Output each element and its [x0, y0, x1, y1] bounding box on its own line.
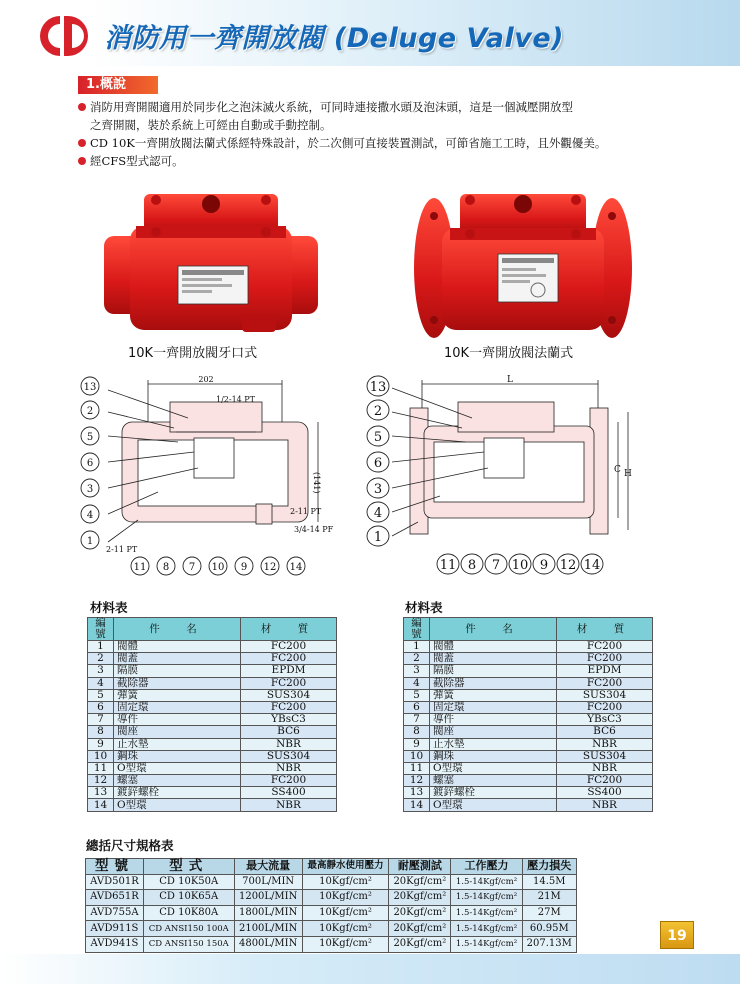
col-header: 編號	[88, 618, 114, 641]
flanged-valve-caption: 10K一齊開放閥法蘭式	[444, 346, 574, 361]
bullet-dot-icon	[78, 103, 86, 111]
col-header: 材 質	[241, 618, 337, 641]
part-number: 2	[404, 653, 430, 665]
table-header-row	[404, 618, 653, 641]
callout-label: 4	[373, 506, 383, 521]
table-row	[404, 714, 653, 726]
callout-label: 12	[263, 562, 277, 573]
part-name: 閥體	[430, 641, 557, 653]
spec-cell: 4800L/MIN	[234, 936, 302, 952]
table-row	[404, 750, 653, 762]
part-name: 閥座	[114, 726, 241, 738]
part-name: 止水墊	[430, 738, 557, 750]
table-row	[86, 905, 577, 921]
part-number: 8	[404, 726, 430, 738]
part-name: 螺塞	[114, 775, 241, 787]
callout-label: 7	[188, 562, 196, 573]
callout-label: 5	[86, 432, 94, 443]
materials-table-body	[404, 641, 653, 812]
bullet-item	[78, 134, 698, 152]
spec-cell: 1.5-14Kgf/cm²	[451, 874, 522, 890]
table-row	[404, 677, 653, 689]
section-label: 1.概說	[78, 76, 158, 94]
callout-label: 8	[162, 562, 170, 573]
col-header: 壓力損失	[522, 859, 576, 875]
spec-cell: CD 10K50A	[143, 874, 234, 890]
part-number: 9	[88, 738, 114, 750]
part-material: EPDM	[241, 665, 337, 677]
threaded-valve-section-drawing	[78, 372, 338, 582]
part-material: NBR	[241, 762, 337, 774]
table-row	[404, 787, 653, 799]
part-name: 截除器	[114, 677, 241, 689]
callout-label: 11	[133, 562, 147, 573]
part-number: 5	[88, 689, 114, 701]
table-row	[88, 762, 337, 774]
page-header	[0, 0, 740, 66]
table-row	[404, 726, 653, 738]
part-name: O型環	[430, 799, 557, 811]
part-material: FC200	[557, 641, 653, 653]
part-number: 9	[404, 738, 430, 750]
part-material: BC6	[557, 726, 653, 738]
spec-cell: 20Kgf/cm²	[389, 936, 451, 952]
part-material: NBR	[241, 799, 337, 811]
part-name: 閥座	[430, 726, 557, 738]
table-row	[88, 738, 337, 750]
part-number: 5	[404, 689, 430, 701]
part-name: 固定環	[430, 701, 557, 713]
callout-label: 10	[511, 558, 529, 573]
col-header: 耐壓測試	[389, 859, 451, 875]
part-name: 導件	[114, 714, 241, 726]
part-name: 鋼珠	[114, 750, 241, 762]
bullet-text-cont: 之齊開閥，裝於系統上可經由自動或手動控制。	[90, 118, 332, 132]
part-name: 閥蓋	[114, 653, 241, 665]
spec-cell: 21M	[522, 890, 576, 906]
col-header: 最大流量	[234, 859, 302, 875]
part-material: FC200	[557, 775, 653, 787]
part-name: 鍍鋅螺栓	[430, 787, 557, 799]
part-number: 1	[404, 641, 430, 653]
col-header: 編號	[404, 618, 430, 641]
part-name: O型環	[430, 762, 557, 774]
part-material: NBR	[557, 762, 653, 774]
part-material: SS400	[557, 787, 653, 799]
spec-table	[85, 858, 577, 953]
part-name: 導件	[430, 714, 557, 726]
part-material: NBR	[557, 799, 653, 811]
spec-cell: 14.5M	[522, 874, 576, 890]
dimension-label: L	[507, 375, 513, 385]
part-material: FC200	[241, 653, 337, 665]
callout-label: 1	[86, 536, 94, 547]
part-number: 10	[404, 750, 430, 762]
part-material: FC200	[557, 653, 653, 665]
part-material: YBsC3	[557, 714, 653, 726]
spec-cell: CD 10K65A	[143, 890, 234, 906]
materials-table-left	[87, 617, 337, 812]
col-header: 材 質	[557, 618, 653, 641]
spec-cell: 1.5-14Kgf/cm²	[451, 921, 522, 937]
bullet-dot-icon	[78, 157, 86, 165]
dimension-label: C	[614, 465, 621, 475]
thread-label: 2-11 PT	[106, 545, 138, 554]
bullet-dot-icon	[78, 139, 86, 147]
callout-label: 13	[83, 382, 97, 393]
spec-cell: 1200L/MIN	[234, 890, 302, 906]
part-material: FC200	[241, 775, 337, 787]
page-number: 19	[660, 921, 694, 949]
dimension-label: H	[624, 469, 632, 479]
table-row	[404, 762, 653, 774]
spec-cell: AVD501R	[86, 874, 144, 890]
spec-cell: AVD911S	[86, 921, 144, 937]
dimension-label: (141)	[312, 472, 321, 494]
part-material: SUS304	[557, 689, 653, 701]
spec-cell: CD ANSI150 150A	[143, 936, 234, 952]
spec-table-body	[86, 874, 577, 952]
flanged-valve-photo	[412, 186, 634, 342]
table-row	[88, 750, 337, 762]
dimension-label: 202	[198, 375, 214, 384]
part-name: 止水墊	[114, 738, 241, 750]
bullet-text: CD 10K一齊開放閥法蘭式係經特殊設計，於二次側可直接裝置測試，可節省施工工時，且外觀優美。	[90, 136, 607, 150]
table-row	[404, 738, 653, 750]
part-material: BC6	[241, 726, 337, 738]
table-row	[86, 890, 577, 906]
thread-label: 1/2-14 PT	[216, 395, 256, 404]
callout-label: 4	[86, 510, 94, 521]
part-material: NBR	[241, 738, 337, 750]
callout-label: 9	[539, 558, 549, 573]
table-row	[88, 787, 337, 799]
table-header-row	[86, 859, 577, 875]
spec-cell: 20Kgf/cm²	[389, 890, 451, 906]
cd-logo-icon	[34, 12, 92, 60]
spec-cell: CD 10K80A	[143, 905, 234, 921]
table-row	[404, 701, 653, 713]
part-material: FC200	[241, 677, 337, 689]
part-name: 截除器	[430, 677, 557, 689]
callout-label: 13	[369, 380, 387, 395]
part-name: 固定環	[114, 701, 241, 713]
part-number: 6	[88, 701, 114, 713]
table-row	[88, 726, 337, 738]
col-header: 件 名	[114, 618, 241, 641]
part-number: 3	[404, 665, 430, 677]
part-material: EPDM	[557, 665, 653, 677]
materials-table-right	[403, 617, 653, 812]
callout-label: 7	[491, 558, 501, 573]
spec-cell: 1800L/MIN	[234, 905, 302, 921]
table-row	[86, 936, 577, 952]
part-name: 螺塞	[430, 775, 557, 787]
table-row	[88, 799, 337, 811]
callout-label: 9	[240, 562, 248, 573]
thread-label: 2-11 PT	[290, 507, 322, 516]
spec-cell: CD ANSI150 100A	[143, 921, 234, 937]
spec-cell: 1.5-14Kgf/cm²	[451, 905, 522, 921]
col-header: 型式	[143, 859, 234, 875]
flanged-valve-section-drawing	[362, 372, 642, 582]
spec-cell: 10Kgf/cm²	[302, 936, 388, 952]
part-number: 8	[88, 726, 114, 738]
callout-label: 12	[559, 558, 577, 573]
part-number: 11	[88, 762, 114, 774]
table-row	[86, 921, 577, 937]
part-number: 6	[404, 701, 430, 713]
table-row	[88, 701, 337, 713]
callout-label: 14	[583, 558, 601, 573]
callout-label: 6	[86, 458, 94, 469]
part-material: SUS304	[241, 750, 337, 762]
callout-label: 11	[439, 558, 457, 573]
spec-cell: 1.5-14Kgf/cm²	[451, 936, 522, 952]
part-name: O型環	[114, 799, 241, 811]
part-material: SUS304	[241, 689, 337, 701]
spec-cell: 10Kgf/cm²	[302, 921, 388, 937]
callout-label: 3	[86, 484, 94, 495]
part-number: 4	[404, 677, 430, 689]
part-number: 12	[404, 775, 430, 787]
materials-title-left: 材料表	[90, 600, 128, 615]
part-name: 隔膜	[114, 665, 241, 677]
bullet-item	[78, 152, 698, 170]
spec-cell: 10Kgf/cm²	[302, 890, 388, 906]
spec-cell: AVD651R	[86, 890, 144, 906]
table-row	[88, 665, 337, 677]
part-material: FC200	[241, 701, 337, 713]
callout-label: 8	[467, 558, 477, 573]
part-number: 13	[88, 787, 114, 799]
callout-label: 6	[373, 456, 383, 471]
callout-label: 3	[373, 482, 383, 497]
part-number: 2	[88, 653, 114, 665]
materials-table-body	[88, 641, 337, 812]
spec-cell: 10Kgf/cm²	[302, 905, 388, 921]
part-number: 14	[404, 799, 430, 811]
part-number: 14	[88, 799, 114, 811]
materials-title-right: 材料表	[405, 600, 443, 615]
table-row	[88, 689, 337, 701]
callout-label: 14	[289, 562, 303, 573]
table-row	[86, 874, 577, 890]
spec-cell: 10Kgf/cm²	[302, 874, 388, 890]
overview-bullets	[78, 98, 698, 170]
part-name: 鍍鋅螺栓	[114, 787, 241, 799]
col-header: 工作壓力	[451, 859, 522, 875]
spec-cell: 207.13M	[522, 936, 576, 952]
table-row	[88, 677, 337, 689]
callout-label: 10	[211, 562, 225, 573]
spec-cell: 60.95M	[522, 921, 576, 937]
table-row	[404, 799, 653, 811]
spec-cell: 2100L/MIN	[234, 921, 302, 937]
part-number: 1	[88, 641, 114, 653]
part-number: 12	[88, 775, 114, 787]
col-header: 型號	[86, 859, 144, 875]
part-number: 7	[404, 714, 430, 726]
part-material: FC200	[557, 701, 653, 713]
part-material: FC200	[557, 677, 653, 689]
page-title: 消防用一齊開放閥 (Deluge Valve)	[104, 23, 565, 54]
table-row	[404, 689, 653, 701]
table-header-row	[88, 618, 337, 641]
part-name: O型環	[114, 762, 241, 774]
threaded-valve-caption: 10K一齊開放閥牙口式	[128, 346, 258, 361]
part-name: 鋼珠	[430, 750, 557, 762]
part-material: YBsC3	[241, 714, 337, 726]
thread-label: 3/4-14 PF	[294, 525, 334, 534]
callout-label: 5	[373, 430, 383, 445]
part-number: 7	[88, 714, 114, 726]
spec-cell: 20Kgf/cm²	[389, 921, 451, 937]
part-number: 4	[88, 677, 114, 689]
footer-band	[0, 954, 740, 984]
table-row	[88, 714, 337, 726]
part-material: FC200	[241, 641, 337, 653]
part-number: 13	[404, 787, 430, 799]
table-row	[404, 641, 653, 653]
spec-cell: 20Kgf/cm²	[389, 905, 451, 921]
table-row	[88, 641, 337, 653]
bullet-text: 消防用齊開閥適用於同步化之泡沫滅火系統，可同時連接撒水頭及泡沫頭，這是一個減壓開放型	[90, 100, 573, 114]
bullet-item	[78, 98, 698, 134]
bullet-text: 經CFS型式認可。	[90, 154, 184, 168]
part-name: 彈簧	[114, 689, 241, 701]
callout-label: 2	[373, 404, 383, 419]
part-number: 3	[88, 665, 114, 677]
col-header: 最高靜水使用壓力	[302, 859, 388, 875]
part-number: 11	[404, 762, 430, 774]
spec-title: 總括尺寸規格表	[86, 838, 174, 853]
part-material: NBR	[557, 738, 653, 750]
callout-label: 2	[86, 406, 94, 417]
table-row	[404, 665, 653, 677]
spec-cell: 20Kgf/cm²	[389, 874, 451, 890]
part-name: 閥體	[114, 641, 241, 653]
spec-cell: 1.5-14Kgf/cm²	[451, 890, 522, 906]
part-name: 彈簧	[430, 689, 557, 701]
spec-cell: 27M	[522, 905, 576, 921]
table-row	[404, 775, 653, 787]
part-material: SUS304	[557, 750, 653, 762]
part-material: SS400	[241, 787, 337, 799]
col-header: 件 名	[430, 618, 557, 641]
table-row	[88, 775, 337, 787]
part-name: 閥蓋	[430, 653, 557, 665]
spec-cell: AVD755A	[86, 905, 144, 921]
part-number: 10	[88, 750, 114, 762]
threaded-valve-photo	[100, 186, 322, 336]
callout-label: 1	[373, 530, 383, 545]
spec-cell: AVD941S	[86, 936, 144, 952]
part-name: 隔膜	[430, 665, 557, 677]
spec-cell: 700L/MIN	[234, 874, 302, 890]
